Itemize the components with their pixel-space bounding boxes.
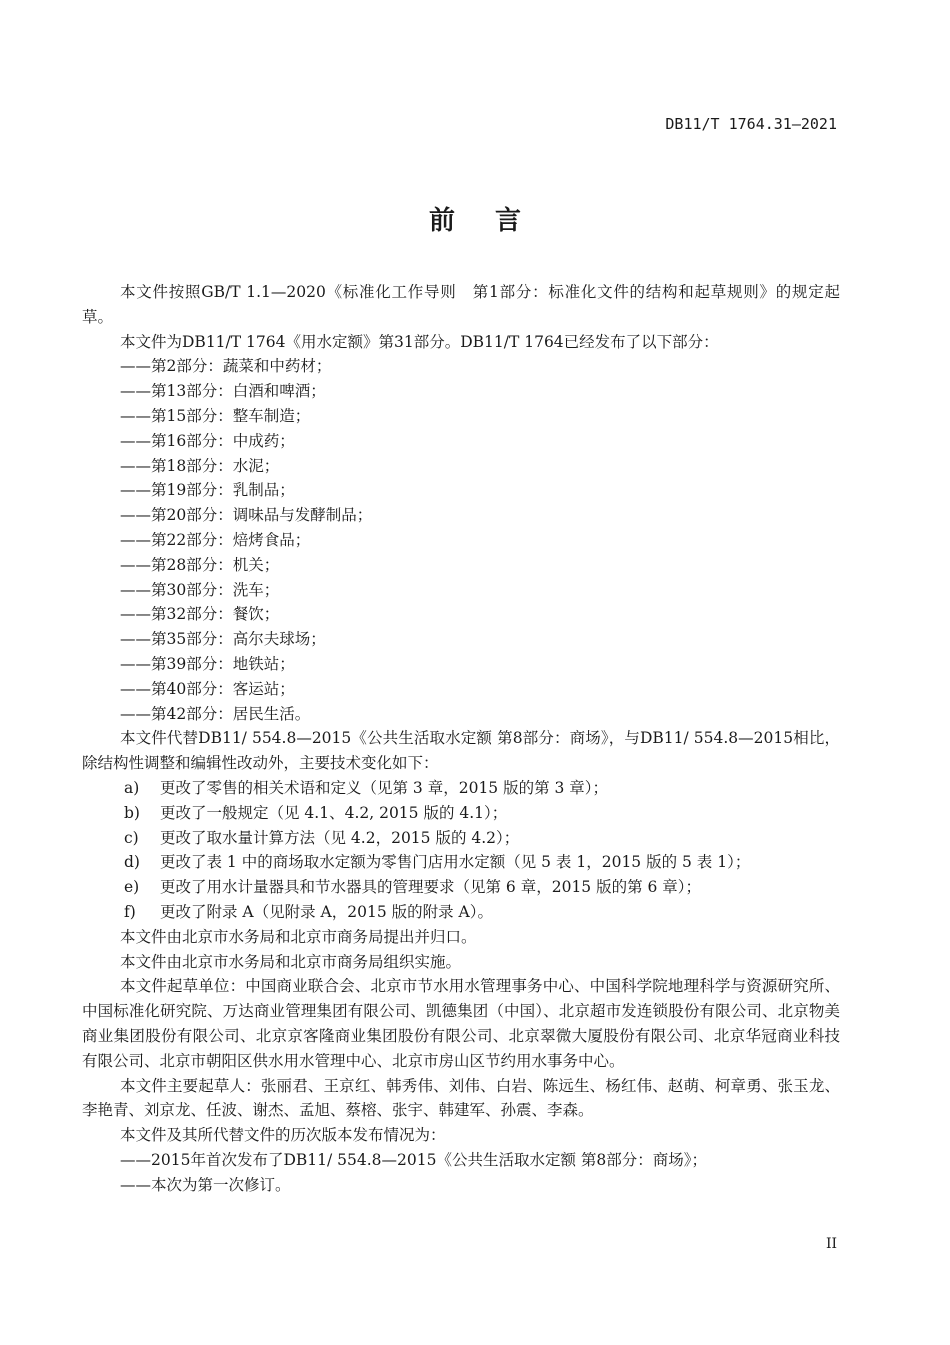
list-item: ——2015年首次发布了DB11/ 554.8—2015《公共生活取水定额 第8部分：商场》； [120,1150,707,1169]
list-item [82,801,840,826]
list-item [82,875,840,900]
list-item: ——第16部分：中成药； [120,431,295,450]
item-text: 更改了表 1 中的商场取水定额为零售门店用水定额（见 5 表 1，2015 版的 5 表 1）； [160,853,751,872]
item-text: 更改了取水量计算方法（见 4.2，2015 版的 4.2）； [160,828,520,847]
item-text: 更改了一般规定（见 4.1、4.2, 2015 版的 4.1）； [160,803,508,822]
item-text: 更改了用水计量器具和节水器具的管理要求（见第 6 章，2015 版的第 6 章）； [160,878,702,897]
page-number: II [825,1236,837,1252]
paragraph-drafting-units: 本文件起草单位：中国商业联合会、北京市节水用水管理事务中心、中国科学院地理科学与资源研究所、中国标准化研究院、万达商业管理集团有限公司、凯德集团（中国）、北京超市发连锁股份有限公司、北京物美商业集团股份有限公司、北京京客隆商业集团股份有限公司、北京翠微大厦股份有限公司、北京华冠商业科技有限公司、北京市朝阳区供水用水管理中心、北京市房山区节约用水事务中心。 [82,977,840,1070]
list-item [82,850,840,875]
published-parts-list [82,354,840,726]
paragraph-proposer: 本文件由北京市水务局和北京市商务局提出并归口。 [120,927,477,946]
paragraph-drafters: 本文件主要起草人：张丽君、王京红、韩秀伟、刘伟、白岩、陈远生、杨红伟、赵萌、柯章勇、张玉龙、李艳青、刘京龙、任波、谢杰、孟旭、蔡榕、张宇、韩建军、孙震、李森。 [82,1076,840,1120]
item-label: b) [124,803,140,822]
list-item: ——第32部分：餐饮； [120,605,280,624]
item-label: e) [124,878,140,897]
technical-changes-list [82,776,840,925]
item-text: 更改了零售的相关术语和定义（见第 3 章，2015 版的第 3 章）； [160,778,609,797]
document-code: DB11/T 1764.31—2021 [665,115,837,133]
list-item: ——第28部分：机关； [120,555,280,574]
paragraph-drafting-rule: 本文件按照GB/T 1.1—2020《标准化工作导则 第1部分：标准化文件的结构和起草规则》的规定起草。 [82,283,840,326]
list-item: ——第18部分：水泥； [120,456,280,475]
item-label: f) [124,902,136,921]
item-text: 更改了附录 A（见附录 A，2015 版的附录 A）。 [160,902,493,921]
list-item: ——第35部分：高尔夫球场； [120,630,326,649]
page-title: 前言 [428,206,561,236]
list-item: ——第2部分：蔬菜和中药材； [120,357,332,376]
list-item: ——第40部分：客运站； [120,679,295,698]
paragraph-part-intro: 本文件为DB11/T 1764《用水定额》第31部分。DB11/T 1764已经发布了以下部分： [120,332,719,351]
list-item: ——第30部分：洗车； [120,580,280,599]
item-label: d) [124,853,140,872]
item-label: a) [124,778,140,797]
list-item: ——第22部分：焙烤食品； [120,530,311,549]
list-item [82,776,840,801]
paragraph-implementer: 本文件由北京市水务局和北京市商务局组织实施。 [120,952,462,971]
paragraph-history-intro: 本文件及其所代替文件的历次版本发布情况为： [120,1126,446,1145]
list-item [82,826,840,851]
list-item: ——第39部分：地铁站； [120,654,295,673]
history-list [82,1148,840,1198]
list-item: ——第15部分：整车制造； [120,406,311,425]
item-label: c) [124,828,139,847]
list-item: ——第13部分：白酒和啤酒； [120,382,326,401]
list-item: ——第42部分：居民生活。 [120,704,311,723]
paragraph-replacement: 本文件代替DB11/ 554.8—2015《公共生活取水定额 第8部分：商场》，与DB11/ 554.8—2015相比，除结构性调整和编辑性改动外，主要技术变化如下： [82,729,840,773]
list-item: ——第19部分：乳制品； [120,481,295,500]
list-item [82,900,840,925]
list-item: ——本次为第一次修订。 [120,1175,291,1194]
list-item: ——第20部分：调味品与发酵制品； [120,506,373,525]
document-body [82,280,840,1197]
